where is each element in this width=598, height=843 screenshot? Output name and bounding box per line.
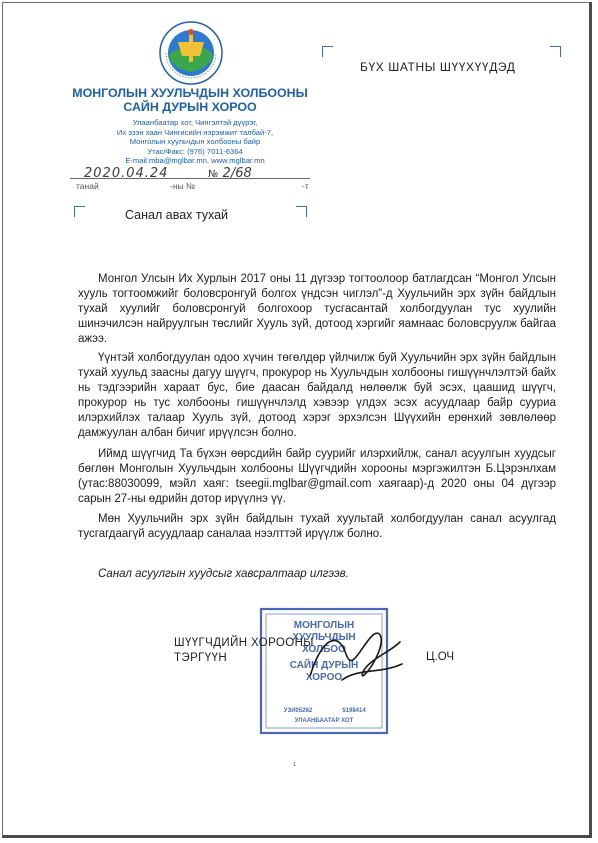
stamp-reg-number-2: 5198414 (342, 708, 366, 714)
signatory-title-line1: ШҮҮГЧДИЙН ХОРООНЫ (174, 637, 314, 649)
subject-title: Санал авах тухай (125, 208, 229, 222)
corner-bracket (74, 206, 85, 217)
address-line: Их эзэн хаан Чингисийн нэрэмжит талбай-7, (116, 127, 274, 137)
attachment-note: Санал асуулгын хуудсыг хавсралтаар илгээв. (98, 568, 349, 580)
handwritten-date: 2020.04.24 (84, 166, 169, 181)
corner-bracket (550, 46, 561, 57)
reference-line (70, 178, 310, 197)
bar-association-emblem-icon (158, 20, 224, 86)
reference-text-3: -т (302, 181, 309, 191)
address-line: Монголын хуульчдын холбооны байр (129, 137, 261, 147)
stamp-line: ХОРОО (305, 672, 343, 683)
organization-name-line1: МОНГОЛЫН ХУУЛЬЧДЫН ХОЛБООНЫ (72, 86, 308, 100)
paragraph-text: Иймд шүүгчид Та бүхэн өөрсдийн байр суурийг илэрхийлж, санал асуулгын хуудсыг бөглөн Монголын Хуульчдын холбооны Шүүгчдийн хорооны мэргэжилтэн Б.Цэрэнлхам (утас:88030099, мэйл хаяг: tseegii.mglbar@gmail.com хаягаар)-д 2020 оны 04 дүгээр сарын 27-ны өдрийн дотор ирүүлнэ үү. (78, 448, 556, 505)
organization-name (50, 86, 330, 114)
paragraph-text: Монгол Улсын Их Хурлын 2017 оны 11 дүгээр тогтоолоор батлагдсан “Монгол Улсын хууль тогтоомжийг боловсронгуй болгох үндсэн чиглэл”-д Хуульчийн эрх зүйн байдлын тухай хуулийг боловсронгуй болгохоор тусгасантай холбогдуулан тус хуулийн шинэчилсэн найруулгын төслийг Хууль зүй, дотоод хэргийг яамнаас боловсруулж байгаа ажээ. (78, 273, 556, 345)
corner-bracket (296, 206, 307, 217)
address-line: E-mail:mba@mglbar.mn, www.mglbar.mn (125, 156, 265, 166)
page-number: 1 (293, 762, 297, 768)
address-line: Утас/Факс: (976) 7011-6364 (147, 146, 243, 156)
stamp-reg-number: УЗИ05262 (283, 708, 313, 714)
corner-bracket (322, 46, 333, 57)
signatory-title-line2: ТЭРГҮҮН (174, 652, 228, 664)
stamp-line: ХОЛБОО (302, 644, 346, 655)
body-paragraph-2 (78, 351, 556, 441)
organization-address (90, 118, 300, 166)
body-paragraph-3 (78, 447, 556, 507)
organization-name-line2: САЙН ДУРЫН ХОРОО (123, 100, 257, 114)
body-paragraph-1 (78, 272, 556, 347)
number-label: № (208, 169, 219, 180)
stamp-line: САЙН ДУРЫН (289, 660, 359, 671)
body-paragraph-4 (78, 512, 556, 542)
address-line: Улаанбаатар хот, Чингэлтэй дүүрэг, (132, 118, 258, 127)
number-value: 2/68 (222, 166, 252, 181)
addressee: БҮХ ШАТНЫ ШҮҮХҮҮДЭД (360, 60, 516, 74)
stamp-line: ХУУЛЬЧДЫН (292, 632, 356, 643)
reference-text-2: -ны № (170, 181, 196, 191)
paragraph-text: Мөн Хуульчийн эрх зүйн байдлын тухай хуультай холбогдуулан санал асуулгад тусгагдаагүй асуудлаар саналаа нээлттэй ирүүлж болно. (78, 513, 556, 540)
signatory-name: Ц.ОЧ (426, 651, 455, 663)
signatory-title (174, 636, 314, 666)
handwritten-signature (302, 618, 412, 698)
stamp-city: УЛААНБААТАР ХОТ (294, 718, 354, 724)
paragraph-text: Үүнтэй холбогдуулан одоо хүчин төгөлдөр үйлчилж буй Хуульчийн эрх зүйн байдлын тухай хуульд заасны дагуу шүүгч, прокурор нь Хуульчдын холбооны гишүүнчлэлтэй байх нь тэдгээрийн хараат бус, бие даасан байдалд нөлөөлж буй эсэх, цаашид шүүгч, прокурор нь тус холбооны гишүүнчлэлд хэвээр үлдэх эсэх асуудлаар байр сууриа илэрхийлэх талаар Хууль зүй, дотоод хэрэг эрхэлсэн Шүүхийн ерөнхий зөвлөлөөр дамжуулан албан бичиг ирүүлсэн болно. (78, 352, 556, 439)
stamp-line: МОНГОЛЫН (293, 620, 355, 631)
reference-text-1: танай (76, 181, 99, 191)
